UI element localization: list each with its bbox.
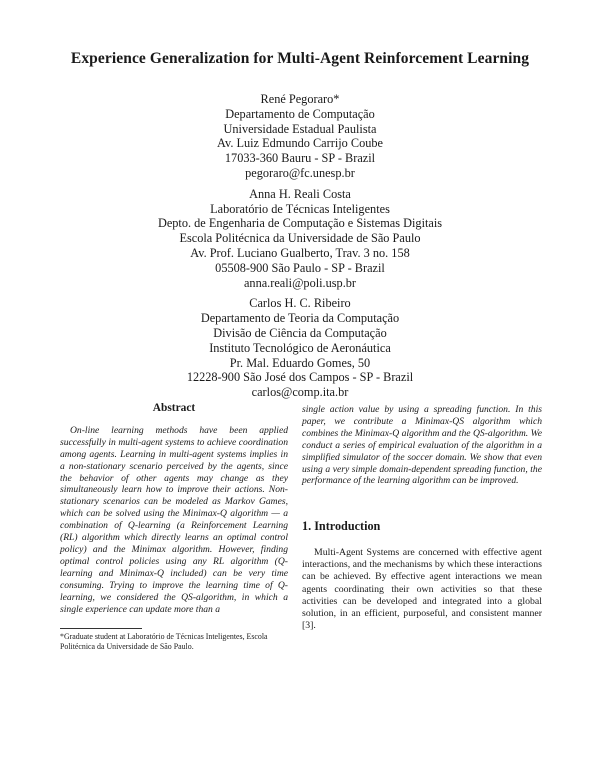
right-column <box>302 404 542 632</box>
author-affiliation: Universidade Estadual Paulista <box>223 121 377 136</box>
author-list <box>0 92 600 406</box>
author-affiliation: Escola Politécnica da Universidade de São Paulo <box>179 231 421 246</box>
introduction-text: Multi-Agent Systems are concerned with effective agent interactions, and the mechanisms by which these interactions can be achieved. By effective agent interactions we mean agents coordinating their own activities so that these activities can be developed and integrated into a global solution, in an efficient, purposeful, and consistent manner [3]. <box>302 547 542 631</box>
abstract-heading: Abstract <box>152 402 196 414</box>
author-affiliation: Departamento de Teoria da Computação <box>200 311 400 326</box>
author-email: pegoraro@fc.unesp.br <box>245 165 355 180</box>
author-email: anna.reali@poli.usp.br <box>243 275 357 290</box>
left-column <box>60 403 288 615</box>
author-address: 05508-900 São Paulo - SP - Brazil <box>215 260 385 275</box>
author-affiliation: Departamento de Computação <box>225 106 375 121</box>
author-name: Carlos H. C. Ribeiro <box>249 296 351 311</box>
footnote-rule <box>60 628 142 629</box>
author-name: Anna H. Reali Costa <box>249 186 351 201</box>
author-affiliation: Depto. de Engenharia de Computação e Sistemas Digitais <box>157 216 443 231</box>
author-affiliation: Divisão de Ciência da Computação <box>213 325 387 340</box>
author-block-pegoraro <box>0 92 600 181</box>
author-block-ribeiro <box>0 296 600 400</box>
footnote-text: *Graduate student at Laboratório de Técnicas Inteligentes, Escola Politécnica da Universidade de São Paulo. <box>60 632 268 651</box>
author-address: Av. Prof. Luciano Gualberto, Trav. 3 no. 158 <box>190 245 410 260</box>
author-address: 17033-360 Bauru - SP - Brazil <box>224 151 376 166</box>
author-address: Av. Luiz Edmundo Carrijo Coube <box>217 136 383 151</box>
author-address: Pr. Mal. Eduardo Gomes, 50 <box>229 355 371 370</box>
introduction-heading: 1. Introduction <box>302 519 381 534</box>
footnote <box>60 628 288 652</box>
author-affiliation: Laboratório de Técnicas Inteligentes <box>210 201 390 216</box>
abstract-text-right: single action value by using a spreading function. In this paper, we contribute a Minimax-QS algorithm which combines the Minimax-Q algorithm and the QS-algorithm. We conduct a series of empirical evaluation of the algorithm in a simplified simulator of the soccer domain. We show that even using a very simple domain-dependent spreading function, the performance of the learning algorithm can be improved. <box>302 404 542 487</box>
author-address: 12228-900 São José dos Campos - SP - Brazil <box>186 370 414 385</box>
author-name: René Pegoraro* <box>260 92 340 106</box>
author-affiliation: Instituto Tecnológico de Aeronáutica <box>209 340 391 355</box>
author-email: carlos@comp.ita.br <box>251 385 349 400</box>
abstract-text-left: On-line learning methods have been applied successfully in multi-agent systems to achieve coordination among agents. Learning in multi-agent systems implies in a non-stationary scenario perceived by the agents, since the behavior of other agents may change as they simultaneously learn how to improve their actions. Non-stationary scenarios can be modeled as Markov Games, which can be solved using the Minimax-Q algorithm — a combination of Q-learning (a Reinforcement Learning (RL) algorithm which directly learns an optimal control policy) and the Minimax algorithm. However, finding optimal control policies using any RL algorithm (Q-learning and Minimax-Q included) can be very time consuming. Trying to improve the learning time of Q-learning, we considered the QS-algorithm, in which a single experience can update more than a <box>60 424 288 615</box>
paper-title: Experience Generalization for Multi-Agent Reinforcement Learning <box>70 50 530 67</box>
author-block-costa <box>0 187 600 291</box>
